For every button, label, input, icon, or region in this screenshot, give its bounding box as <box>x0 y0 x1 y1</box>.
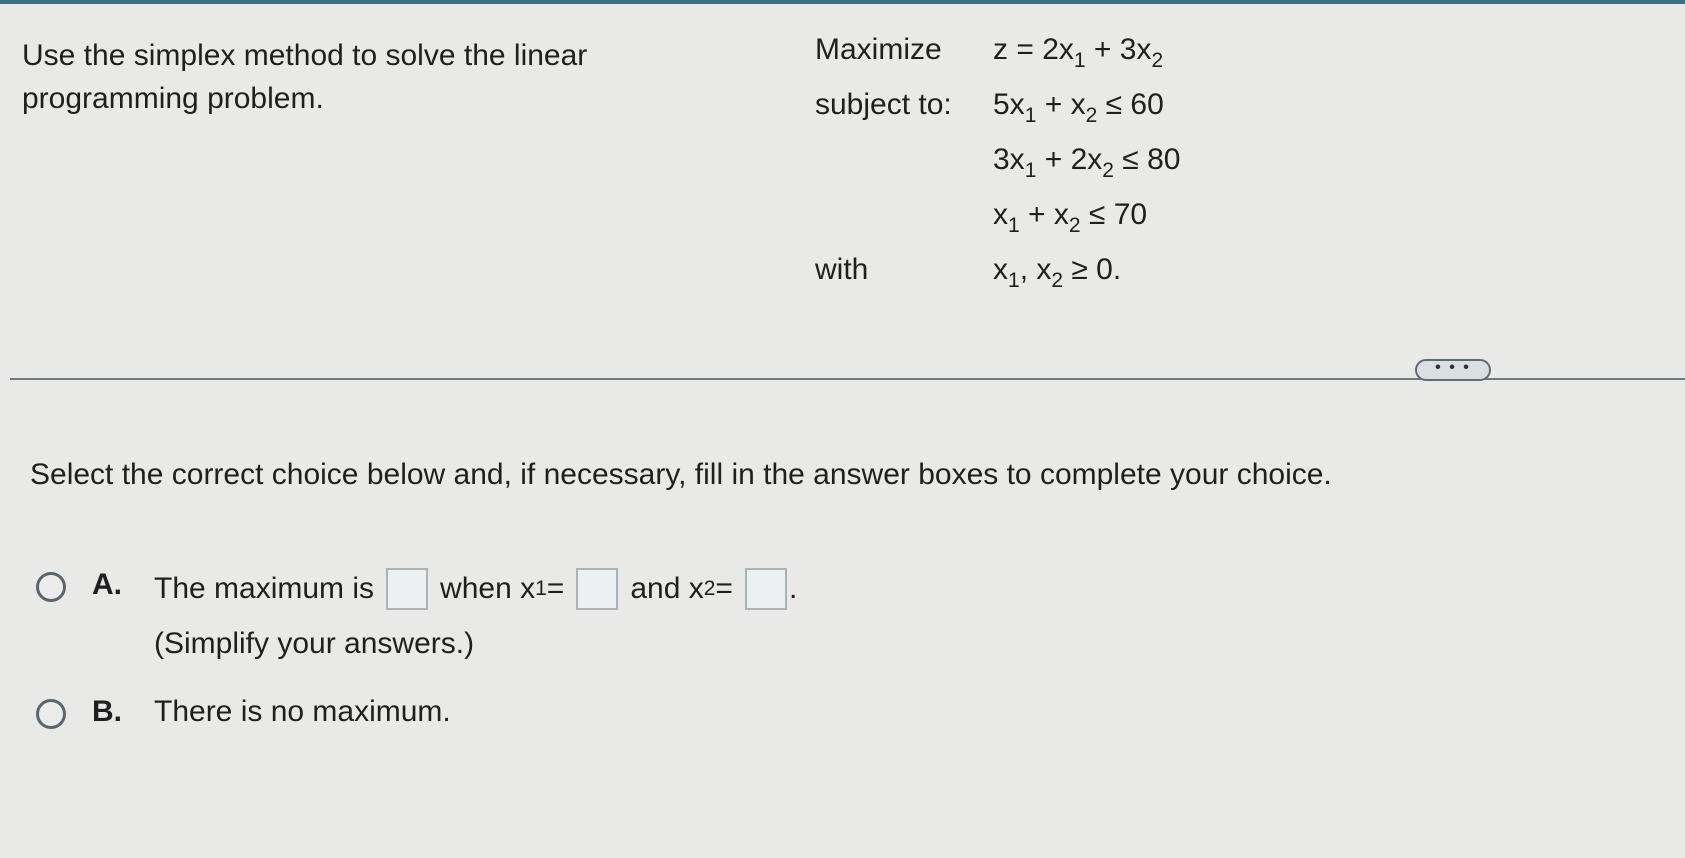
instruction-text: Select the correct choice below and, if necessary, fill in the answer boxes to complete your choice. <box>30 458 1332 491</box>
question-prompt: Use the simplex method to solve the linear programming problem. <box>22 39 588 115</box>
nonnegativity-constraint: $x_1$, $x_2 \ge 0$. <box>993 253 1122 292</box>
choice-a-note: (Simplify your answers.) <box>154 627 475 660</box>
constraint-2: $3x_1 + 2x_2 \le 80$ <box>993 143 1181 182</box>
objective-function: $z = 2x_1 + 3x_2$ <box>993 33 1164 72</box>
x1-answer-box[interactable] <box>576 568 618 610</box>
maximum-answer-box[interactable] <box>386 568 428 610</box>
choice-a-text: The maximum is when x 1 = and x 2 = . <box>154 568 797 610</box>
constraint-1: $5x_1 + x_2 \le 60$ <box>993 88 1164 127</box>
choice-a-radio[interactable] <box>36 572 66 602</box>
subject-to-label: subject to: <box>815 88 952 121</box>
with-label: with <box>815 253 869 286</box>
top-accent-band <box>0 0 1685 4</box>
choice-b-letter: B. <box>92 695 122 728</box>
maximize-label: Maximize <box>815 33 942 66</box>
choice-a-letter: A. <box>92 568 122 601</box>
constraint-3: $x_1 + x_2 \le 70$ <box>993 198 1148 237</box>
x2-answer-box[interactable] <box>745 568 787 610</box>
more-options-button[interactable]: • • • <box>1415 359 1491 381</box>
choice-b-radio[interactable] <box>36 699 66 729</box>
choice-b-text: There is no maximum. <box>154 695 451 728</box>
